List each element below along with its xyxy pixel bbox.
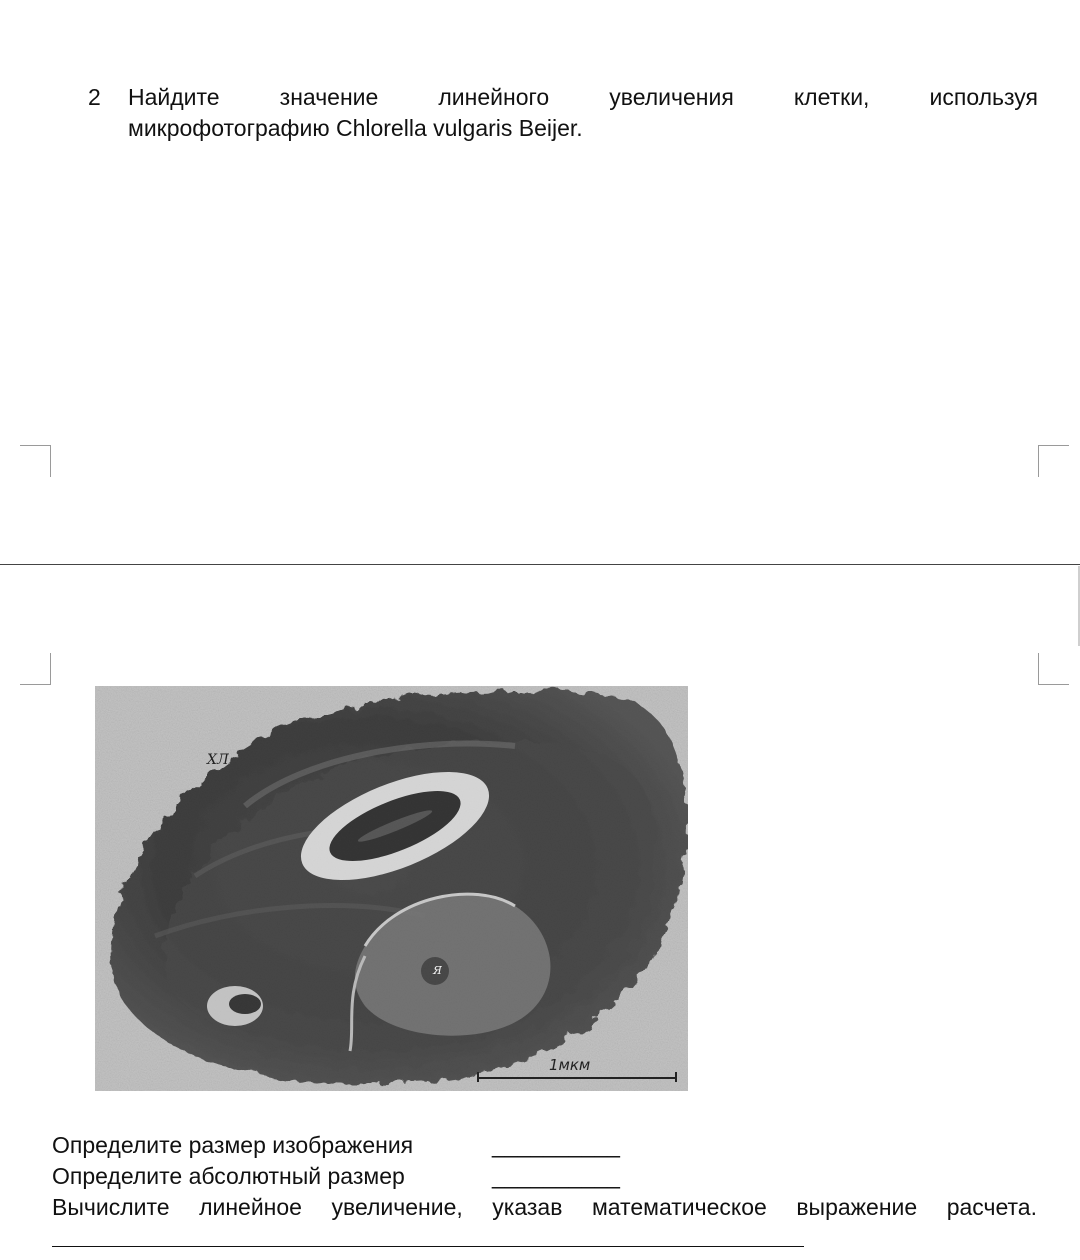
question-absolute-size-blank[interactable]: __________ [492, 1163, 620, 1189]
question-absolute-size-label: Определите абсолютный размер [52, 1163, 405, 1189]
task-text [128, 82, 1038, 144]
crop-mark-top-right [1038, 445, 1069, 477]
crop-mark-bottom-right [1038, 653, 1069, 685]
task-text-line-2: микрофотографию Chlorella vulgaris Beijer. [128, 115, 583, 141]
label-chloroplast: ХЛ [207, 752, 229, 768]
scale-label: 1мкм [549, 1056, 591, 1074]
task-text-line-1: Найдите значение линейного увеличения клетки, используя [128, 84, 1038, 110]
question-magnification: Вычислите линейное увеличение, указав математическое выражение расчета. [52, 1194, 1037, 1220]
question-image-size-label: Определите размер изображения [52, 1132, 414, 1158]
label-nucleus: Я [433, 964, 442, 977]
questions [52, 1130, 1037, 1223]
crop-mark-top-left [20, 445, 51, 477]
question-image-size [52, 1130, 1037, 1161]
task-number: 2 [88, 84, 101, 110]
crop-mark-bottom-left [20, 653, 51, 685]
answer-line[interactable] [52, 1246, 804, 1248]
chlorella-micrograph [95, 686, 688, 1091]
question-absolute-size [52, 1161, 1037, 1192]
question-image-size-blank[interactable]: __________ [492, 1132, 620, 1158]
